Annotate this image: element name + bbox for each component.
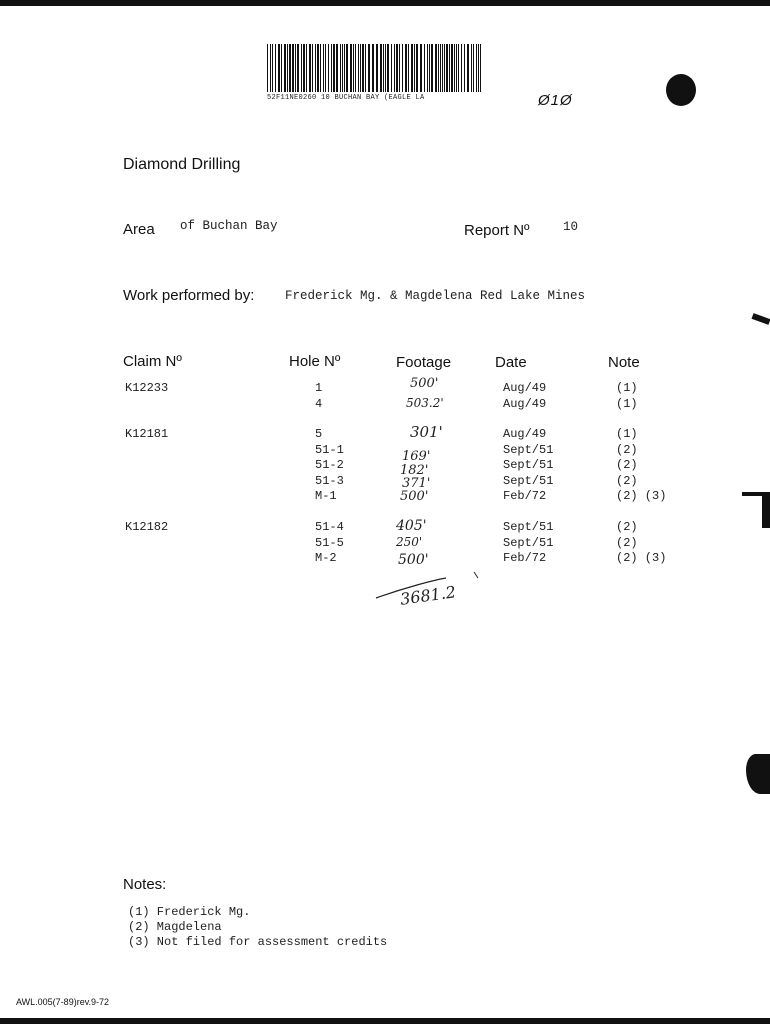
stamp-number: Ø1Ø	[538, 92, 573, 109]
note-value: (1)	[616, 427, 638, 441]
barcode-bar	[309, 44, 311, 92]
report-label: Report Nº	[464, 222, 530, 239]
barcode-bar	[376, 44, 378, 92]
ink-blot	[666, 74, 696, 106]
note-value: (2)	[616, 536, 638, 550]
footage-value: 371'	[402, 476, 431, 491]
note-value: (2)	[616, 458, 638, 472]
barcode-bar	[399, 44, 400, 92]
barcode-bar	[394, 44, 395, 92]
barcode-bar	[287, 44, 288, 92]
area-label: Area	[123, 221, 155, 238]
footage-value: 405'	[396, 518, 427, 534]
barcode-bar	[301, 44, 302, 92]
barcode-bar	[281, 44, 282, 92]
header-footage: Footage	[396, 354, 452, 371]
claim-number: K12182	[125, 520, 169, 534]
date-value: Aug/49	[503, 427, 547, 441]
barcode-bar	[323, 44, 324, 92]
date-value: Sept/51	[503, 474, 554, 488]
header-claim: Claim Nº	[123, 353, 182, 370]
report-value: 10	[563, 220, 579, 234]
hole-number: 51-1	[315, 443, 344, 457]
barcode-bar	[444, 44, 445, 92]
barcode-bar	[365, 44, 366, 92]
barcode-bar	[440, 44, 441, 92]
date-value: Aug/49	[503, 397, 547, 411]
barcode-bar	[312, 44, 313, 92]
barcode-bar	[297, 44, 299, 92]
barcode-bar	[292, 44, 294, 92]
barcode-bar	[391, 44, 392, 92]
form-id: AWL.005(7-89)rev.9-72	[16, 997, 110, 1007]
note-item: (3) Not filed for assessment credits	[128, 935, 388, 949]
barcode-bar	[372, 44, 374, 92]
barcode-bar	[424, 44, 425, 92]
barcode-text: 52F11NE0260 10 BUCHAN BAY (EAGLE LA	[267, 94, 425, 102]
hole-number: M-1	[315, 489, 337, 503]
barcode-bar	[435, 44, 437, 92]
barcode-bar	[362, 44, 364, 92]
date-value: Aug/49	[503, 381, 547, 395]
footage-value: 182'	[400, 463, 429, 478]
barcode-bar	[306, 44, 307, 92]
barcode-bar	[320, 44, 321, 92]
footage-value: 500'	[400, 489, 429, 504]
barcode-bar	[360, 44, 361, 92]
header-date: Date	[495, 354, 527, 371]
barcode-bar	[350, 44, 352, 92]
barcode-bar	[355, 44, 356, 92]
area-value: of Buchan Bay	[180, 219, 278, 233]
barcode-bar	[328, 44, 329, 92]
barcode-bar	[267, 44, 268, 92]
date-value: Sept/51	[503, 458, 554, 472]
barcode-bar	[387, 44, 389, 92]
barcode-bar	[451, 44, 453, 92]
barcode-bar	[353, 44, 354, 92]
claim-number: K12233	[125, 381, 169, 395]
barcode-bar	[289, 44, 291, 92]
footage-value: 500'	[410, 376, 439, 391]
footage-value: 250'	[396, 535, 423, 549]
hole-number: M-2	[315, 551, 337, 565]
barcode-bar	[416, 44, 418, 92]
barcode-bar	[315, 44, 316, 92]
barcode-bar	[385, 44, 386, 92]
hole-number: 51-3	[315, 474, 344, 488]
footage-value: 503.2'	[406, 396, 444, 410]
barcode-bar	[480, 44, 481, 92]
barcode-bar	[456, 44, 457, 92]
barcode-bar	[431, 44, 433, 92]
barcode	[267, 44, 485, 92]
note-value: (2)	[616, 520, 638, 534]
bottom-scan-edge	[0, 1018, 770, 1024]
barcode-bar	[270, 44, 271, 92]
hole-number: 4	[315, 397, 323, 411]
date-value: Sept/51	[503, 443, 554, 457]
barcode-bar	[429, 44, 430, 92]
note-value: (2)	[616, 443, 638, 457]
document-title: Diamond Drilling	[123, 156, 241, 173]
barcode-bar	[471, 44, 472, 92]
note-item: (1) Frederick Mg.	[128, 905, 251, 919]
date-value: Feb/72	[503, 489, 547, 503]
barcode-bar	[414, 44, 415, 92]
note-value: (1)	[616, 397, 638, 411]
barcode-bar	[449, 44, 450, 92]
footage-total: 3681.2	[398, 582, 458, 609]
work-value: Frederick Mg. & Magdelena Red Lake Mines	[285, 289, 586, 303]
barcode-bar	[411, 44, 413, 92]
barcode-bar	[442, 44, 443, 92]
barcode-bar	[336, 44, 338, 92]
footage-value: 500'	[398, 552, 429, 568]
scan-mark	[762, 492, 770, 528]
barcode-bar	[344, 44, 345, 92]
barcode-bar	[342, 44, 343, 92]
barcode-bar	[478, 44, 479, 92]
hole-number: 1	[315, 381, 323, 395]
barcode-bar	[275, 44, 276, 92]
note-value: (2) (3)	[616, 551, 667, 565]
barcode-bar	[458, 44, 459, 92]
footage-value: 301'	[410, 423, 443, 441]
date-value: Sept/51	[503, 520, 554, 534]
barcode-bar	[396, 44, 398, 92]
barcode-bar	[438, 44, 439, 92]
barcode-bar	[303, 44, 305, 92]
scan-mark	[746, 754, 770, 794]
barcode-bar	[340, 44, 341, 92]
barcode-bar	[461, 44, 462, 92]
barcode-bar	[473, 44, 474, 92]
hole-number: 51-2	[315, 458, 344, 472]
footage-value: 169'	[402, 449, 431, 464]
barcode-bar	[325, 44, 326, 92]
barcode-bar	[454, 44, 455, 92]
hole-number: 5	[315, 427, 323, 441]
header-note: Note	[608, 354, 640, 371]
barcode-bar	[284, 44, 286, 92]
barcode-bar	[476, 44, 477, 92]
claim-number: K12181	[125, 427, 169, 441]
barcode-bar	[333, 44, 335, 92]
barcode-bar	[383, 44, 384, 92]
barcode-bar	[295, 44, 296, 92]
barcode-bar	[278, 44, 280, 92]
barcode-bar	[408, 44, 409, 92]
barcode-bar	[317, 44, 319, 92]
barcode-bar	[405, 44, 407, 92]
note-value: (2)	[616, 474, 638, 488]
scan-mark	[752, 313, 770, 325]
note-item: (2) Magdelena	[128, 920, 222, 934]
hole-number: 51-5	[315, 536, 344, 550]
barcode-bar	[331, 44, 332, 92]
barcode-bar	[358, 44, 359, 92]
note-value: (1)	[616, 381, 638, 395]
date-value: Sept/51	[503, 536, 554, 550]
hole-number: 51-4	[315, 520, 344, 534]
notes-label: Notes:	[123, 876, 167, 893]
barcode-bar	[272, 44, 273, 92]
header-hole: Hole Nº	[289, 353, 341, 370]
barcode-bar	[427, 44, 428, 92]
barcode-bar	[420, 44, 422, 92]
barcode-bar	[467, 44, 469, 92]
barcode-bar	[368, 44, 370, 92]
barcode-bar	[464, 44, 465, 92]
barcode-bar	[402, 44, 403, 92]
barcode-bar	[346, 44, 348, 92]
date-value: Feb/72	[503, 551, 547, 565]
top-scan-edge	[0, 0, 770, 6]
barcode-bar	[446, 44, 448, 92]
note-value: (2) (3)	[616, 489, 667, 503]
barcode-bar	[380, 44, 382, 92]
work-label: Work performed by:	[123, 287, 255, 304]
